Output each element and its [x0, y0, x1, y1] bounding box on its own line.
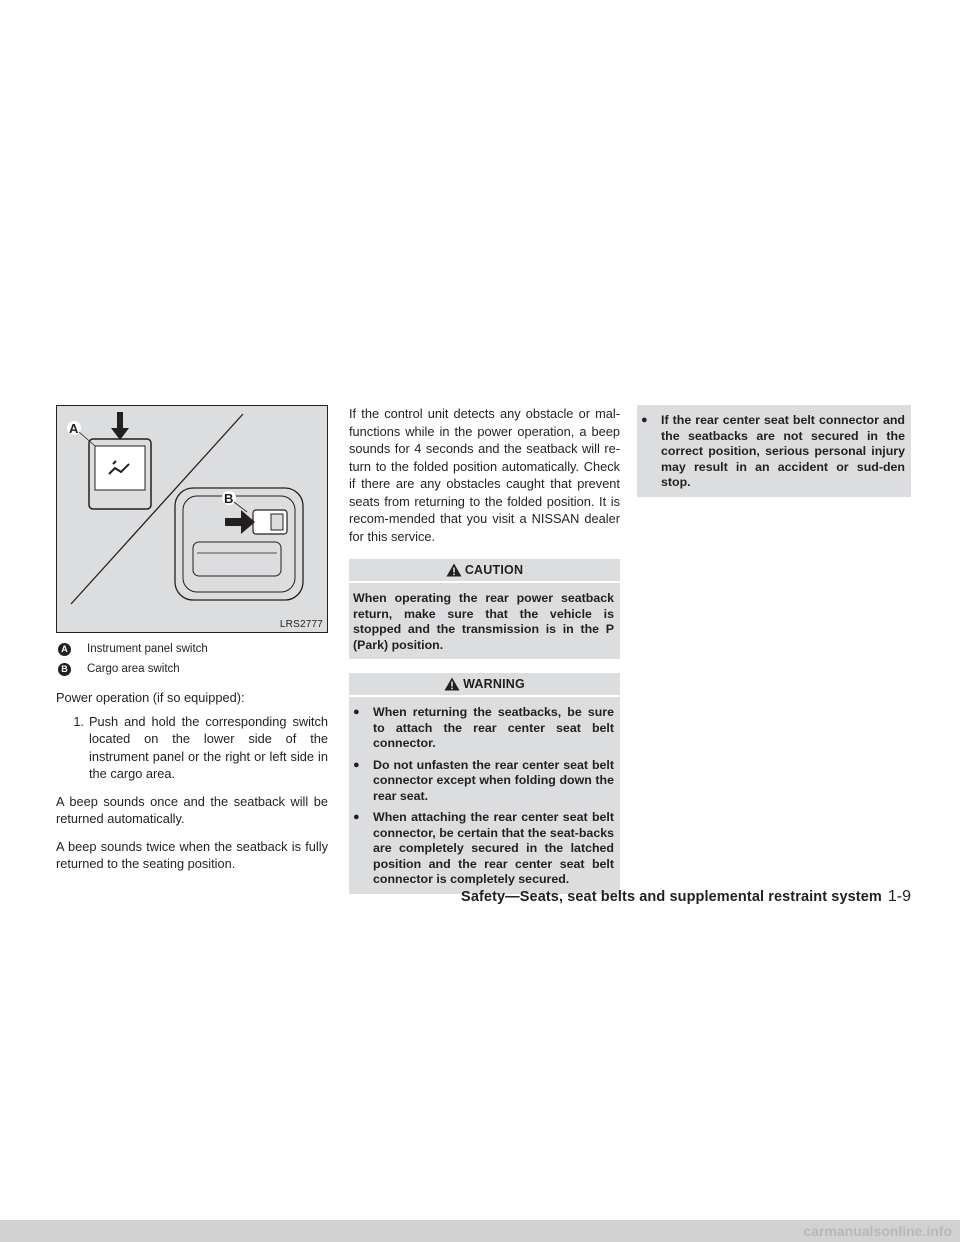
cargo-switch-button: [271, 514, 283, 530]
step-1: [56, 713, 328, 783]
warning-body: [349, 697, 620, 894]
paragraph-beep-once: A beep sounds once and the seatback will be returned automatically.: [56, 793, 328, 826]
list-item: [353, 705, 614, 752]
legend-text: Cargo area switch: [87, 663, 180, 675]
label-a: A: [69, 421, 79, 436]
warning-continued: [637, 405, 911, 497]
legend-item: [56, 659, 328, 679]
figure-code: LRS2777: [279, 619, 323, 630]
legend-item: [56, 639, 328, 659]
list-item: [353, 810, 614, 888]
arrow-down-icon: [111, 412, 129, 440]
step-text: Push and hold the corresponding switch located on the lower side of the instrument panel or the right or left side in the cargo area.: [89, 713, 328, 781]
panel-switch-button: [95, 446, 145, 490]
chapter-title: Safety—Seats, seat belts and supplemental restraint system: [461, 889, 882, 905]
legend-marker-b: B: [58, 663, 71, 676]
warning-header: [349, 673, 620, 695]
switch-illustration: [56, 405, 328, 633]
page-number: 1-9: [887, 888, 911, 905]
legend-marker-a: A: [58, 643, 71, 656]
page-footer: [459, 888, 911, 906]
left-column: [56, 405, 328, 873]
obstacle-paragraph: If the control unit detects any obstacle or mal-functions while in the power operation, a beep sounds for 4 seconds and the seatback will re-turn to the folded position automatically. Check if there are any obstacles caught that prevent seats from returning to the folded position. It is recom-mended that you visit a NISSAN dealer for this service.: [349, 406, 620, 544]
warning-triangle-icon: [446, 563, 462, 577]
list-item: [353, 758, 614, 805]
switch-diagram: [57, 406, 327, 632]
bullet-icon: ●: [353, 811, 360, 823]
caution-header: [349, 559, 620, 581]
step-number: 1.: [73, 713, 84, 729]
watermark-bar: [0, 1220, 960, 1242]
warning-title: WARNING: [463, 677, 525, 691]
warning-item-text: When returning the seatbacks, be sure to attach the rear center seat belt connector.: [373, 705, 614, 750]
list-item: [641, 413, 905, 491]
warning-item-text: If the rear center seat belt connector and the seatbacks are not secured in the correct position, serious personal injury may result in an accident or sud-den stop.: [661, 413, 905, 489]
figure-legend: [56, 639, 328, 679]
warning-item-text: Do not unfasten the rear center seat belt connector except when folding down the rear seat.: [373, 757, 614, 803]
power-operation-heading: Power operation (if so equipped):: [56, 690, 245, 705]
caution-box: [349, 559, 620, 659]
warning-box: [349, 673, 620, 894]
bullet-icon: ●: [641, 414, 648, 426]
warning-triangle-icon: [444, 677, 460, 691]
right-column: [637, 405, 911, 497]
paragraph-beep-twice: A beep sounds twice when the seatback is fully returned to the seating position.: [56, 838, 328, 871]
middle-column: [349, 405, 620, 894]
caution-title: CAUTION: [464, 563, 524, 577]
watermark-text: carmanualsonline.info: [803, 1223, 952, 1239]
caution-text: When operating the rear power seatback return, make sure that the vehicle is stopped and the transmission is in the P (Park) position.: [349, 583, 620, 659]
warning-item-text: When attaching the rear center seat belt connector, be certain that the seat-backs are completely secured in the latched position and the rear center seat belt connector is completely secured.: [373, 810, 614, 886]
warning-list-continued: [641, 413, 905, 491]
cargo-handle: [193, 542, 281, 576]
bullet-icon: ●: [353, 758, 360, 771]
label-b: B: [224, 491, 234, 506]
bullet-icon: ●: [353, 706, 360, 718]
warning-list: [353, 705, 614, 888]
legend-text: Instrument panel switch: [87, 643, 208, 655]
